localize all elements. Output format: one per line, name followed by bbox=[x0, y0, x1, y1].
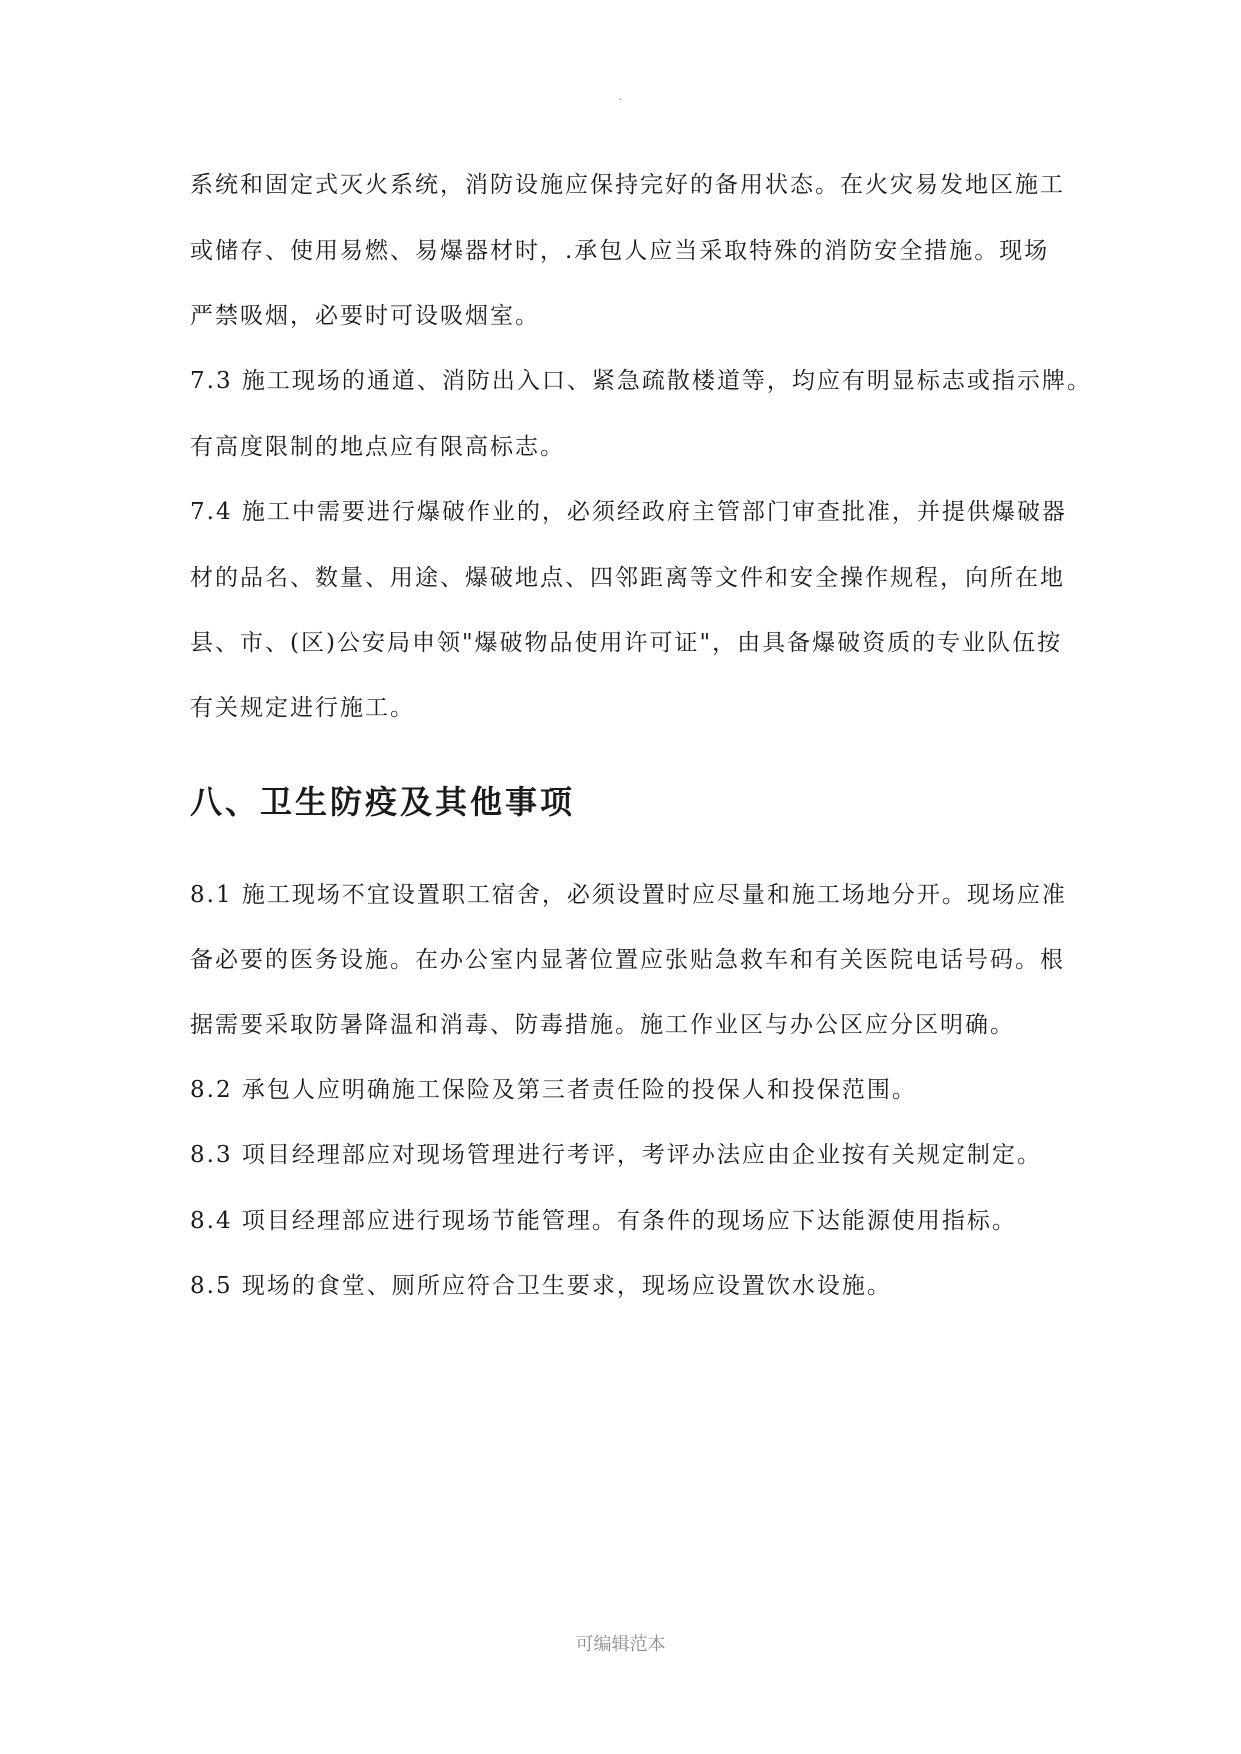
paragraph-line: 材的品名、数量、用途、爆破地点、四邻距离等文件和安全操作规程，向所在地 bbox=[190, 565, 1065, 591]
paragraph-line: 8.5 现场的食堂、厕所应符合卫生要求，现场应设置饮水设施。 bbox=[190, 1273, 892, 1299]
footer-text: 可编辑范本 bbox=[575, 1634, 666, 1655]
paragraph-line: 7.3 施工现场的通道、消防出入口、紧急疏散楼道等，均应有明显标志或指示牌。 bbox=[190, 368, 1092, 394]
paragraph-line: 据需要采取防暑降温和消毒、防毒措施。施工作业区与办公区应分区明确。 bbox=[190, 1012, 1015, 1038]
header-mark: . bbox=[618, 92, 623, 103]
section-heading: 八、卫生防疫及其他事项 bbox=[190, 783, 576, 821]
paragraph-line: 8.4 项目经理部应进行现场节能管理。有条件的现场应下达能源使用指标。 bbox=[190, 1208, 1017, 1234]
paragraph-line: 或储存、使用易燃、易爆器材时，.承包人应当采取特殊的消防安全措施。现场 bbox=[190, 238, 1050, 264]
paragraph-line: 8.2 承包人应明确施工保险及第三者责任险的投保人和投保范围。 bbox=[190, 1077, 917, 1103]
paragraph-line: 县、市、(区)公安局申领"爆破物品使用许可证"，由具备爆破资质的专业队伍按 bbox=[190, 630, 1063, 656]
paragraph-line: 7.4 施工中需要进行爆破作业的，必须经政府主管部门审查批准，并提供爆破器 bbox=[190, 499, 1067, 525]
paragraph-line: 系统和固定式灭火系统，消防设施应保持完好的备用状态。在火灾易发地区施工 bbox=[190, 172, 1065, 198]
paragraph-line: 有关规定进行施工。 bbox=[190, 695, 415, 721]
paragraph-line: 8.3 项目经理部应对现场管理进行考评，考评办法应由企业按有关规定制定。 bbox=[190, 1142, 1042, 1168]
paragraph-line: 8.1 施工现场不宜设置职工宿舍，必须设置时应尽量和施工场地分开。现场应准 bbox=[190, 882, 1067, 908]
paragraph-line: 有高度限制的地点应有限高标志。 bbox=[190, 434, 565, 460]
paragraph-line: 严禁吸烟，必要时可设吸烟室。 bbox=[190, 303, 540, 329]
paragraph-line: 备必要的医务设施。在办公室内显著位置应张贴急救车和有关医院电话号码。根 bbox=[190, 947, 1065, 973]
